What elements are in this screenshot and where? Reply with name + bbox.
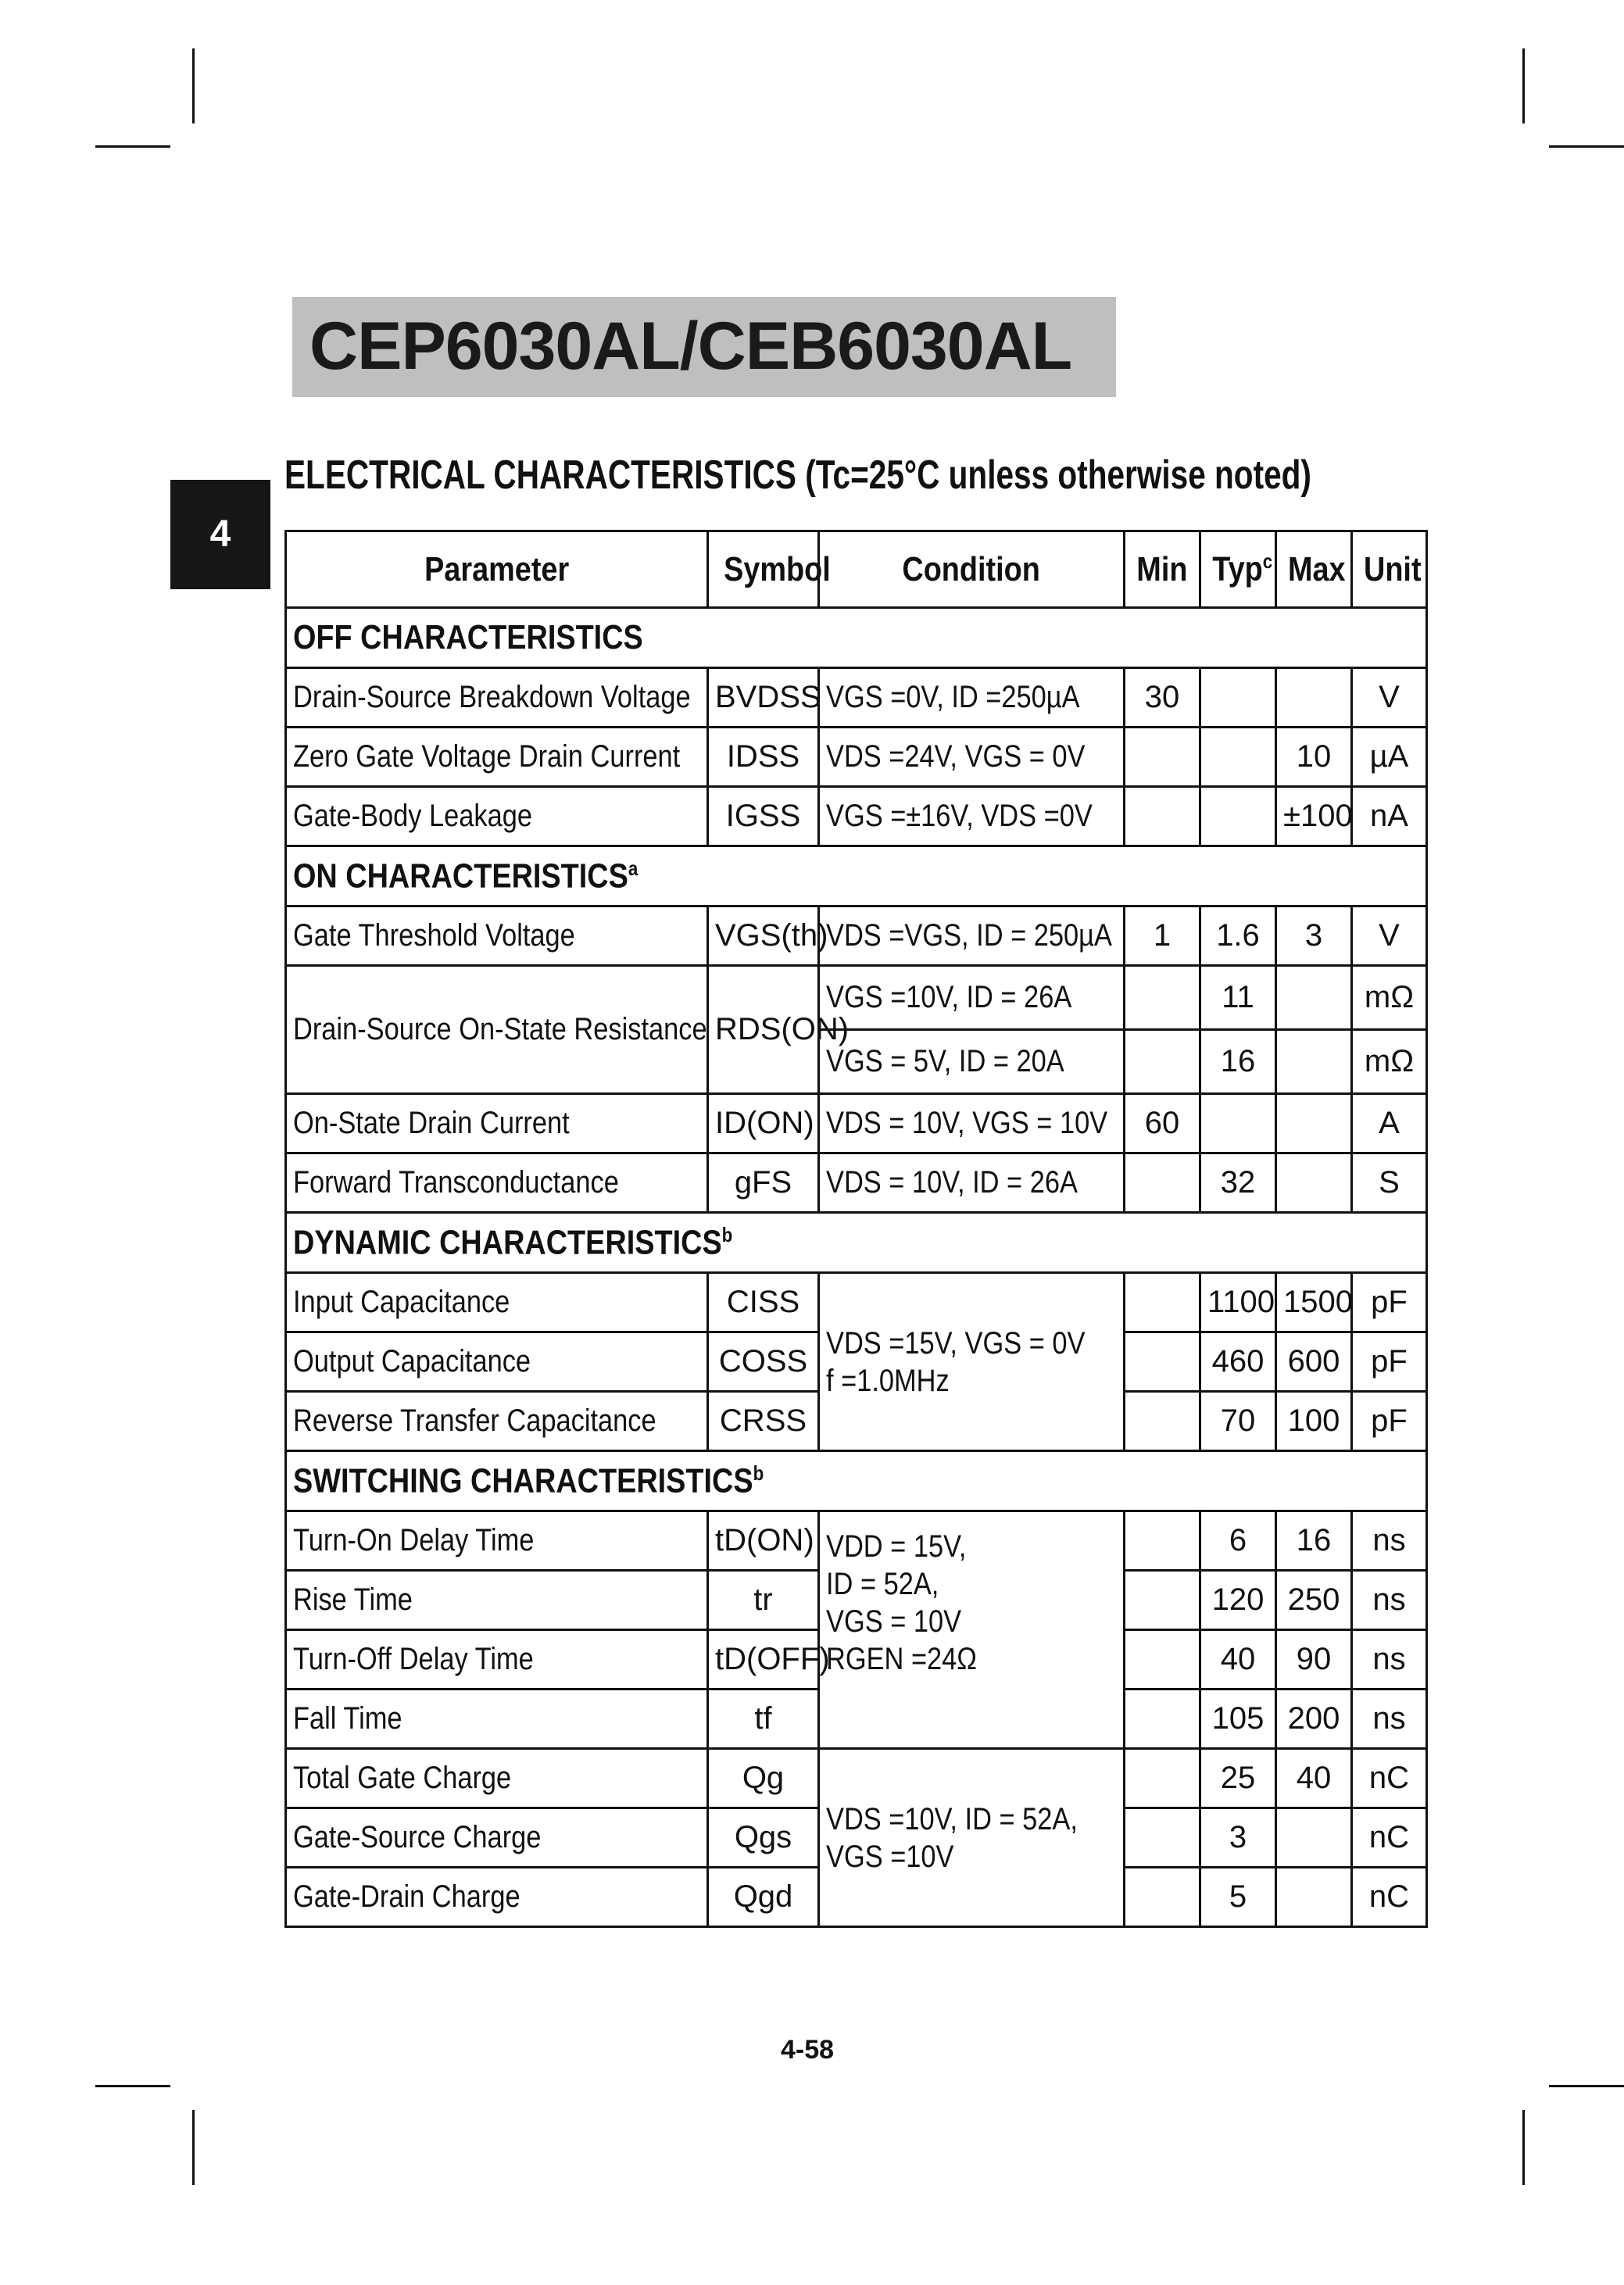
typ-cell: 3 [1200,1808,1276,1868]
typ-cell [1200,787,1276,846]
condition-cell: VGS =10V, ID = 26A [819,966,1125,1030]
parameter-cell: Gate-Drain Charge [286,1868,708,1927]
typ-cell: 11 [1200,966,1276,1030]
condition-cell: VDS =VGS, ID = 250µA [819,906,1125,966]
typ-cell [1200,728,1276,787]
unit-cell: nC [1352,1808,1427,1868]
min-cell [1125,1630,1200,1690]
part-number-banner [292,297,1116,397]
unit-cell: ns [1352,1571,1427,1630]
max-cell [1276,1153,1352,1213]
crop-mark [192,2110,195,2185]
symbol-cell: IGSS [708,787,819,846]
parameter-cell: Forward Transconductance [286,1153,708,1213]
condition-cell: VDS =24V, VGS = 0V [819,728,1125,787]
header-typ: Typ$^c$ [1200,531,1276,608]
max-cell: 40 [1276,1749,1352,1808]
unit-cell: nC [1352,1868,1427,1927]
page-number: 4-58 [780,2035,835,2065]
part-number-title: CEP6030AL/CEB6030AL [309,309,1072,384]
typ-cell: 25 [1200,1749,1276,1808]
unit-cell: pF [1352,1332,1427,1392]
table-row [286,1511,1427,1571]
header-min: Min [1125,531,1200,608]
unit-cell: V [1352,668,1427,728]
min-cell [1125,728,1200,787]
condition-cell: VDD = 15V, ID = 52A, VGS = 10V RGEN =24Ω [819,1511,1125,1749]
max-cell [1276,1094,1352,1153]
header-max: Max [1276,531,1352,608]
section-row-switching [286,1451,1427,1511]
typ-cell: 40 [1200,1630,1276,1690]
parameter-cell: Gate Threshold Voltage [286,906,708,966]
header-symbol: Symbol [708,531,819,608]
symbol-cell: Qgd [708,1868,819,1927]
parameter-cell: Fall Time [286,1690,708,1749]
condition-cell: VDS =15V, VGS = 0V f =1.0MHz [819,1273,1125,1451]
parameter-cell: Turn-On Delay Time [286,1511,708,1571]
max-cell: 3 [1276,906,1352,966]
min-cell [1125,966,1200,1030]
parameter-cell: On-State Drain Current [286,1094,708,1153]
typ-cell: 32 [1200,1153,1276,1213]
parameter-cell: Reverse Transfer Capacitance [286,1392,708,1451]
min-cell [1125,1273,1200,1332]
section-row-dynamic [286,1213,1427,1273]
crop-mark [1522,48,1525,123]
max-cell: 1500 [1276,1273,1352,1332]
unit-cell: mΩ [1352,966,1427,1030]
condition-cell: VGS =0V, ID =250µA [819,668,1125,728]
table-heading: ELECTRICAL CHARACTERISTICS (Tc=25°C unless otherwise noted) [284,452,1311,498]
unit-cell: nC [1352,1749,1427,1808]
header-parameter: Parameter [286,531,708,608]
unit-cell: S [1352,1153,1427,1213]
max-cell [1276,966,1352,1030]
max-cell [1276,668,1352,728]
min-cell [1125,787,1200,846]
min-cell: 1 [1125,906,1200,966]
max-cell [1276,1030,1352,1094]
section-title: OFF CHARACTERISTICS [286,608,1427,668]
table-header-row [286,531,1427,608]
section-row-off [286,608,1427,668]
header-unit: Unit [1352,531,1427,608]
section-row-on [286,846,1427,906]
max-cell [1276,1868,1352,1927]
typ-cell: 5 [1200,1868,1276,1927]
symbol-cell: tf [708,1690,819,1749]
condition-cell: VDS = 10V, ID = 26A [819,1153,1125,1213]
min-cell: 30 [1125,668,1200,728]
unit-cell: ns [1352,1690,1427,1749]
table-row [286,966,1427,1030]
min-cell [1125,1511,1200,1571]
table-row [286,1153,1427,1213]
section-tab: 4 [170,480,270,589]
max-cell: 250 [1276,1571,1352,1630]
crop-mark [1549,2085,1624,2087]
min-cell [1125,1808,1200,1868]
parameter-cell: Gate-Body Leakage [286,787,708,846]
min-cell [1125,1690,1200,1749]
unit-cell: A [1352,1094,1427,1153]
symbol-cell: VGS(th) [708,906,819,966]
parameter-cell: Input Capacitance [286,1273,708,1332]
crop-mark [95,145,170,148]
min-cell [1125,1030,1200,1094]
min-cell [1125,1392,1200,1451]
typ-cell: 1100 [1200,1273,1276,1332]
parameter-cell: Gate-Source Charge [286,1808,708,1868]
section-title: ON CHARACTERISTICS$^a$ [286,846,1427,906]
parameter-cell: Drain-Source Breakdown Voltage [286,668,708,728]
max-cell: 200 [1276,1690,1352,1749]
table-row [286,1094,1427,1153]
symbol-cell: tr [708,1571,819,1630]
min-cell [1125,1332,1200,1392]
table-row [286,787,1427,846]
unit-cell: ns [1352,1630,1427,1690]
min-cell: 60 [1125,1094,1200,1153]
section-title: DYNAMIC CHARACTERISTICS$^b$ [286,1213,1427,1273]
unit-cell: pF [1352,1273,1427,1332]
table-row [286,1749,1427,1808]
symbol-cell: COSS [708,1332,819,1392]
symbol-cell: RDS(ON) [708,966,819,1094]
symbol-cell: tD(ON) [708,1511,819,1571]
table-row [286,728,1427,787]
table-row [286,668,1427,728]
unit-cell: pF [1352,1392,1427,1451]
table-row [286,1273,1427,1332]
symbol-cell: Qgs [708,1808,819,1868]
typ-cell [1200,1094,1276,1153]
section-title: SWITCHING CHARACTERISTICS$^b$ [286,1451,1427,1511]
typ-cell: 1.6 [1200,906,1276,966]
crop-mark [1549,145,1624,148]
typ-cell: 120 [1200,1571,1276,1630]
min-cell [1125,1153,1200,1213]
parameter-cell: Drain-Source On-State Resistance [286,966,708,1094]
parameter-cell: Rise Time [286,1571,708,1630]
min-cell [1125,1749,1200,1808]
typ-cell: 460 [1200,1332,1276,1392]
condition-cell: VGS =±16V, VDS =0V [819,787,1125,846]
max-cell [1276,1808,1352,1868]
electrical-characteristics-table [284,530,1428,1928]
condition-cell: VGS = 5V, ID = 20A [819,1030,1125,1094]
parameter-cell: Output Capacitance [286,1332,708,1392]
typ-cell: 16 [1200,1030,1276,1094]
unit-cell: mΩ [1352,1030,1427,1094]
max-cell: 600 [1276,1332,1352,1392]
symbol-cell: ID(ON) [708,1094,819,1153]
unit-cell: ns [1352,1511,1427,1571]
parameter-cell: Total Gate Charge [286,1749,708,1808]
max-cell: 10 [1276,728,1352,787]
symbol-cell: gFS [708,1153,819,1213]
parameter-cell: Zero Gate Voltage Drain Current [286,728,708,787]
max-cell: 90 [1276,1630,1352,1690]
typ-cell: 105 [1200,1690,1276,1749]
unit-cell: nA [1352,787,1427,846]
unit-cell: µA [1352,728,1427,787]
unit-cell: V [1352,906,1427,966]
symbol-cell: Qg [708,1749,819,1808]
symbol-cell: CISS [708,1273,819,1332]
symbol-cell: tD(OFF) [708,1630,819,1690]
symbol-cell: CRSS [708,1392,819,1451]
condition-cell: VDS = 10V, VGS = 10V [819,1094,1125,1153]
typ-cell: 70 [1200,1392,1276,1451]
min-cell [1125,1868,1200,1927]
typ-cell: 6 [1200,1511,1276,1571]
table-row [286,906,1427,966]
max-cell: 100 [1276,1392,1352,1451]
crop-mark [1522,2110,1525,2185]
parameter-cell: Turn-Off Delay Time [286,1630,708,1690]
min-cell [1125,1571,1200,1630]
symbol-cell: IDSS [708,728,819,787]
header-condition: Condition [819,531,1125,608]
max-cell: 16 [1276,1511,1352,1571]
crop-mark [95,2085,170,2087]
max-cell: ±100 [1276,787,1352,846]
typ-cell [1200,668,1276,728]
symbol-cell: BVDSS [708,668,819,728]
crop-mark [192,48,195,123]
condition-cell: VDS =10V, ID = 52A, VGS =10V [819,1749,1125,1927]
